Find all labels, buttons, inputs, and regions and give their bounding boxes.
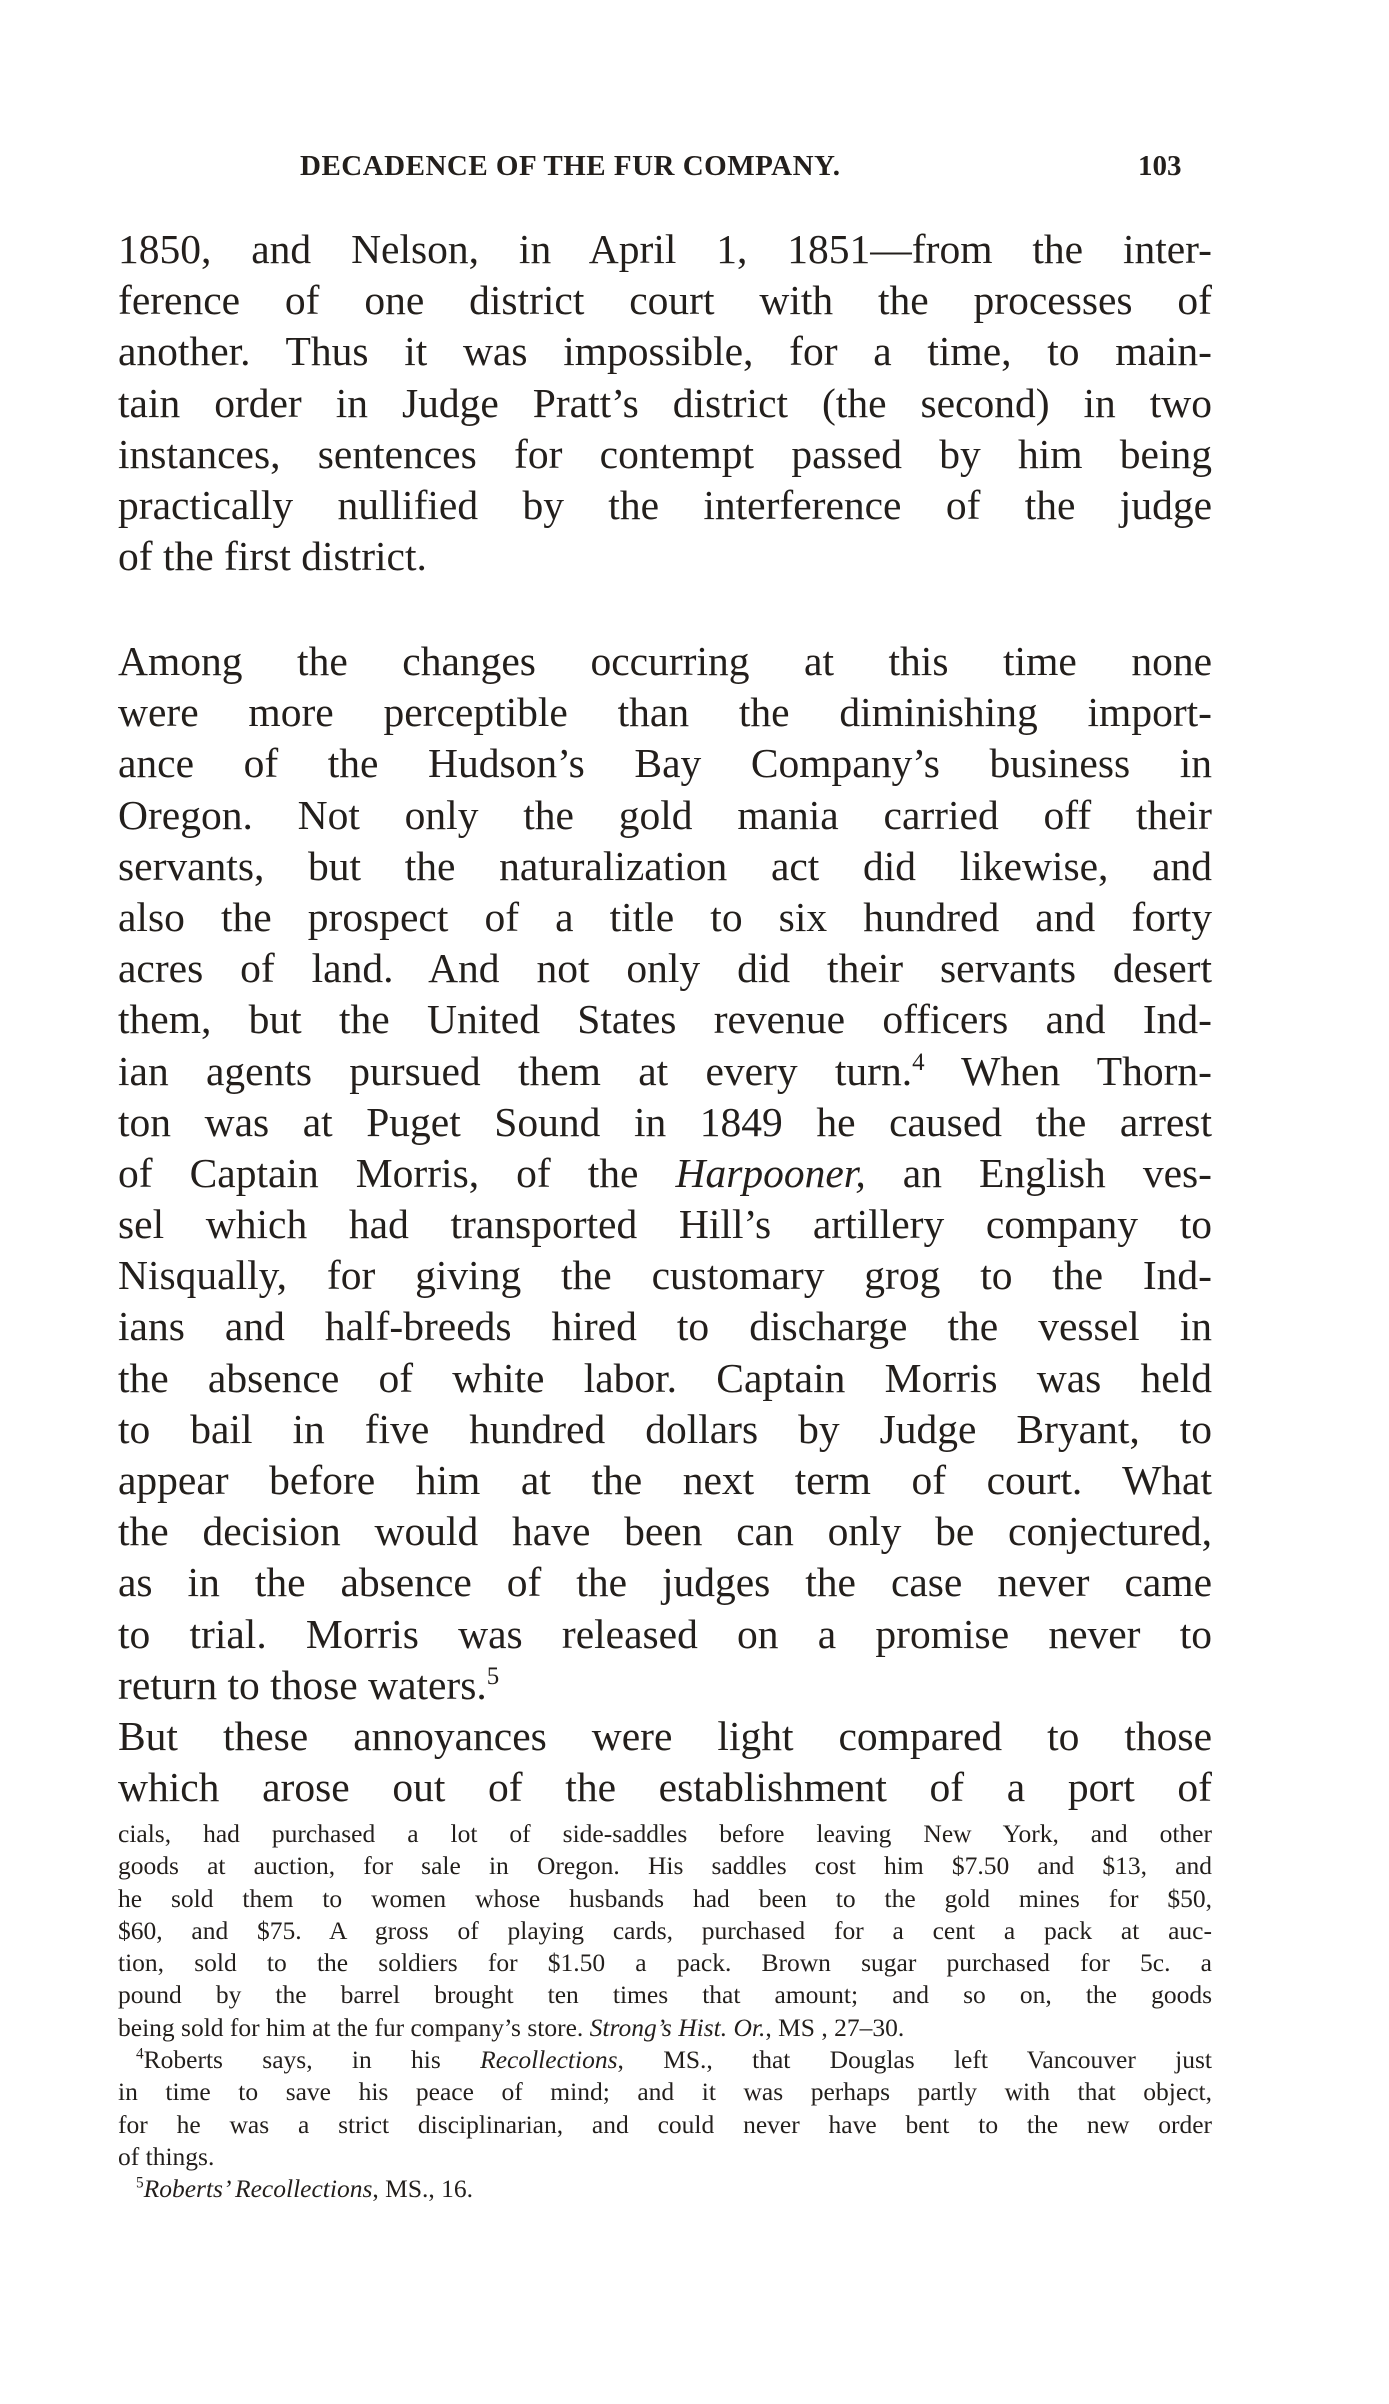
- text-line: But these annoyances were light compared to those: [118, 1712, 1212, 1759]
- text-line: instances, sentences for contempt passed by him being: [118, 430, 1212, 477]
- footnote-line: $60, and $75. A gross of playing cards, purchased for a cent a pack at auc-: [118, 1915, 1212, 1945]
- text-fragment: , MS , 27–30.: [765, 2012, 905, 2042]
- text-line: acres of land. And not only did their servants desert: [118, 945, 1212, 992]
- text-line: Oregon. Not only the gold mania carried off their: [118, 791, 1212, 838]
- text-fragment: ian agents pursued them at every turn.: [118, 1047, 913, 1094]
- footnote-continuation: [118, 1818, 1212, 2044]
- text-line: servants, but the naturalization act did likewise, and: [118, 842, 1212, 889]
- citation-title: Strong’s Hist. Or.: [589, 2012, 766, 2042]
- footnotes: [118, 1818, 1212, 2206]
- text-fragment: being sold for him at the fur company’s store.: [118, 2012, 590, 2042]
- text-line: to trial. Morris was released on a promise never to: [118, 1610, 1212, 1657]
- text-fragment: , MS., 16.: [372, 2174, 473, 2204]
- footnote-line: in time to save his peace of mind; and it was perhaps partly with that object,: [118, 2077, 1212, 2107]
- footnote-line: goods at auction, for sale in Oregon. His saddles cost him $7.50 and $13, and: [118, 1851, 1212, 1881]
- text-fragment: When Thorn-: [924, 1047, 1212, 1094]
- body-text-block-1: [118, 224, 1212, 582]
- page-number: 103: [1138, 150, 1182, 182]
- text-line: ance of the Hudson’s Bay Company’s business in: [118, 740, 1212, 787]
- text-line: appear before him at the next term of court. What: [118, 1457, 1212, 1503]
- text-line: another. Thus it was impossible, for a time, to main-: [118, 328, 1212, 375]
- footnote-line: for he was a strict disciplinarian, and could never have bent to the new order: [118, 2109, 1212, 2139]
- footnote-mark-5: 5: [136, 2174, 144, 2192]
- text-fragment: , MS., that Douglas left Vancouver just: [617, 2045, 1212, 2075]
- text-fragment: of Captain Morris, of the: [118, 1149, 676, 1196]
- citation-title: Roberts’ Recollections: [143, 2174, 373, 2204]
- paragraph-2: [118, 636, 1212, 1711]
- body-text-block-2: [118, 636, 1212, 1813]
- footnote-ref-5: 5: [486, 1662, 500, 1690]
- text-fragment: Among the changes occurring at this time none: [118, 638, 1212, 684]
- footnote-line: he sold them to women whose husbands had been to the gold mines for $50,: [118, 1883, 1212, 1913]
- footnote-line: tion, sold to the soldiers for $1.50 a pack. Brown sugar purchased for 5c. a: [118, 1948, 1212, 1978]
- footnote-line: [118, 2173, 1212, 2205]
- text-line: of the first district.: [118, 533, 427, 580]
- text-line: practically nullified by the interference of the judge: [118, 481, 1212, 528]
- text-fragment: Roberts says, in his: [143, 2045, 481, 2075]
- text-line: 1850, and Nelson, in April 1, 1851—from the inter-: [118, 226, 1212, 272]
- text-line: tain order in Judge Pratt’s district (the second) in two: [118, 379, 1212, 426]
- text-fragment: return to those waters.: [118, 1661, 487, 1708]
- footnote-5: [118, 2173, 1212, 2205]
- text-line: Nisqually, for giving the customary grog to the Ind-: [118, 1252, 1212, 1299]
- footnote-line: [118, 2044, 1212, 2076]
- text-line: to bail in five hundred dollars by Judge Bryant, to: [118, 1405, 1212, 1452]
- footnote-4: [118, 2044, 1212, 2173]
- running-title: DECADENCE OF THE FUR COMPANY.: [300, 150, 841, 182]
- text-line: [118, 636, 1212, 687]
- text-line: were more perceptible than the diminishing import-: [118, 689, 1212, 736]
- paragraph-1: [118, 224, 1212, 582]
- text-line: ians and half-breeds hired to discharge the vessel in: [118, 1303, 1212, 1350]
- text-fragment: an English ves-: [865, 1149, 1213, 1196]
- text-line: also the prospect of a title to six hundred and forty: [118, 893, 1212, 940]
- text-line: them, but the United States revenue officers and Ind-: [118, 996, 1212, 1043]
- footnote-line: of things.: [118, 2141, 215, 2171]
- text-line: [118, 1046, 1212, 1097]
- text-line: the decision would have been can only be conjectured,: [118, 1508, 1212, 1555]
- text-line: [118, 1660, 1212, 1711]
- text-line: the absence of white labor. Captain Morris was held: [118, 1354, 1212, 1401]
- text-line: ton was at Puget Sound in 1849 he caused the arrest: [118, 1098, 1212, 1145]
- paragraph-3: [118, 1711, 1212, 1813]
- text-line: as in the absence of the judges the case never came: [118, 1559, 1212, 1606]
- footnote-ref-4: 4: [912, 1048, 925, 1076]
- text-line: ference of one district court with the processes of: [118, 277, 1212, 324]
- ship-name: Harpooner,: [675, 1149, 866, 1196]
- footnote-line: [118, 2012, 1212, 2044]
- citation-title: Recollections: [480, 2045, 618, 2075]
- text-line: sel which had transported Hill’s artillery company to: [118, 1201, 1212, 1248]
- footnote-line: pound by the barrel brought ten times that amount; and so on, the goods: [118, 1980, 1212, 2010]
- text-line: [118, 1148, 1212, 1199]
- text-line: which arose out of the establishment of a port of: [118, 1764, 1212, 1811]
- footnote-mark-4: 4: [136, 2045, 144, 2063]
- running-header: [0, 150, 1389, 190]
- footnote-line: cials, had purchased a lot of side-saddles before leaving New York, and other: [118, 1819, 1212, 1848]
